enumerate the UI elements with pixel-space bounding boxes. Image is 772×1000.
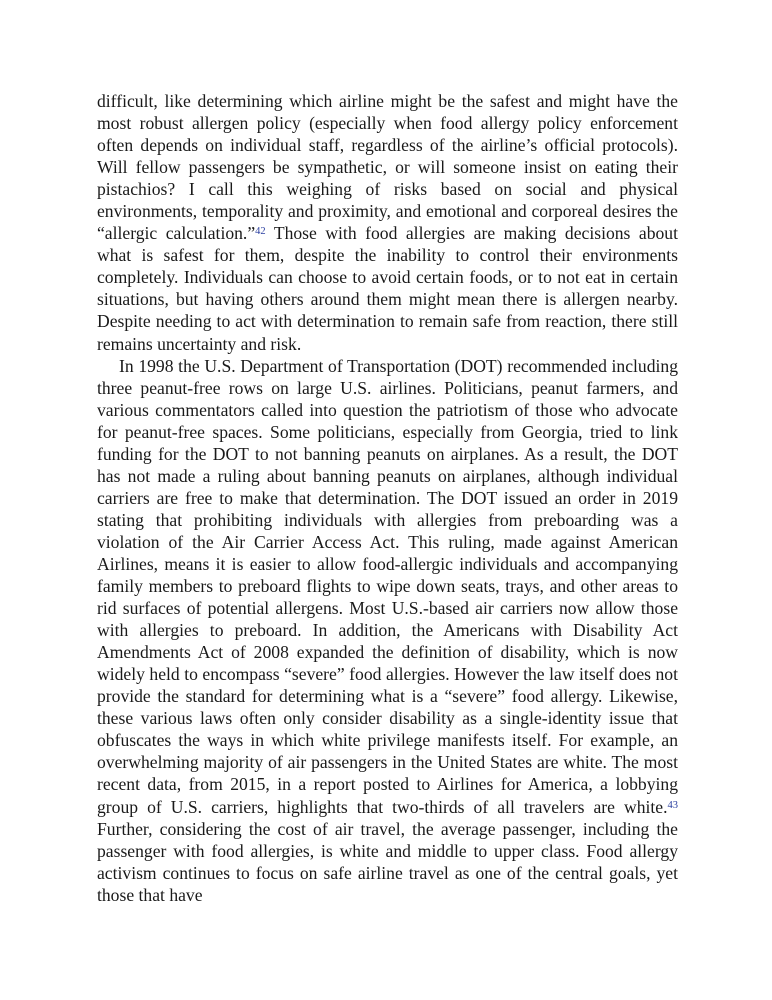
paragraph-allergic-calculation xyxy=(97,90,678,355)
body-text: Those with food allergies are making decisions about what is safest for them, despite the inability to control their environments completely. Individuals can choose to avoid certain foods, or to not eat in certain situations, but having others around them might mean there is allergen nearby. Despite needing to act with determination to remain safe from reaction, there still remains uncertainty and risk. xyxy=(97,223,678,354)
body-text: difficult, like determining which airline might be the safest and might have the most robust allergen policy (especially when food allergy policy enforcement often depends on individual staff, regardless of the airline’s official protocols). Will fellow passengers be sympathetic, or will someone insist on eating their pistachios? I call this weighing of risks based on social and physical environments, temporality and proximity, and emotional and corporeal desires the “allergic calculation.” xyxy=(97,91,678,244)
body-text: In 1998 the U.S. Department of Transportation (DOT) recommended including three peanut-free rows on large U.S. airlines. Politicians, peanut farmers, and various commentators called into question the patriotism of those who advocate for peanut-free spaces. Some politicians, especially from Georgia, tried to link funding for the DOT to not banning peanuts on airplanes. As a result, the DOT has not made a ruling about banning peanuts on airplanes, although individual carriers are free to make that determination. The DOT issued an order in 2019 stating that prohibiting individuals with allergies from preboarding was a violation of the Air Carrier Access Act. This ruling, made against American Airlines, means it is easier to allow food-allergic individuals and accompanying family members to preboard flights to wipe down seats, trays, and other areas to rid surfaces of potential allergens. Most U.S.-based air carriers now allow those with allergies to preboard. In addition, the Americans with Disability Act Amendments Act of 2008 expanded the definition of disability, which is now widely held to encompass “severe” food allergies. However the law itself does not provide the standard for determining what is a “severe” food allergy. Likewise, these various laws often only consider disability as a single-identity issue that obfuscates the ways in which white privilege manifests itself. For example, an overwhelming majority of air passengers in the United States are white. The most recent data, from 2015, in a report posted to Airlines for America, a lobbying group of U.S. carriers, highlights that two-thirds of all travelers are white. xyxy=(97,355,678,817)
body-text: Further, considering the cost of air travel, the average passenger, including the passenger with food allergies, is white and middle to upper class. Food allergy activism continues to focus on safe airline travel as one of the central goals, yet those that have xyxy=(97,818,678,905)
footnote-ref-42[interactable]: 42 xyxy=(255,226,266,238)
document-page xyxy=(97,90,678,906)
footnote-ref-43[interactable]: 43 xyxy=(667,799,678,811)
paragraph-dot-peanut-policy xyxy=(97,355,678,906)
